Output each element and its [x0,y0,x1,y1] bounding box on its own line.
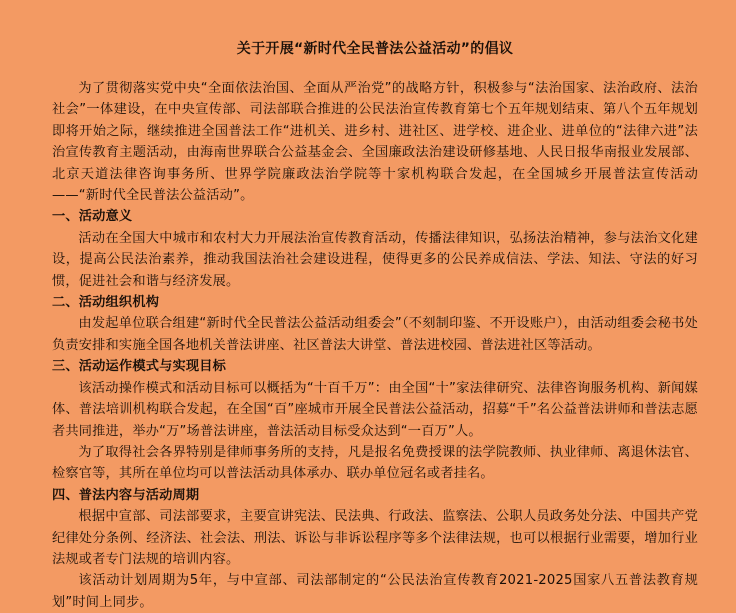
section-heading: 三、活动运作模式与实现目标 [52,359,227,375]
section-operation-model [52,356,698,484]
section-heading: 一、活动意义 [52,209,133,225]
intro-paragraph: 为了贯彻落实党中央“全面依法治国、全面从严治党”的战略方针，积极参与“法治国家、法治政府、法治社会”一体建设，在中央宣传部、司法部联合推进的公民法治宣传教育第七个五年规划结束、第八个五年规划即将开始之际，继续推进全国普法工作“进机关、进乡村、进社区、进学校、进企业、进单位的“法律六进”法治宣传教育主题活动，由海南世界联合公益基金会、全国廉政法治建设研修基地、人民日报华南报业发展部、北京天道法律咨询事务所、世界学院廉政法治学院等十家机构联合发起，在全国城乡开展普法宣传活动——“新时代全民普法公益活动”。 [52,81,698,204]
section-significance [52,206,698,292]
section-organization [52,292,698,356]
document-title: 关于开展“新时代全民普法公益活动”的倡议 [236,41,514,57]
section-content-period [52,485,698,613]
section-paragraph: 根据中宣部、司法部要求，主要宣讲宪法、民法典、行政法、监察法、公职人员政务处分法、中国共产党纪律处分条例、经济法、社会法、刑法、诉讼与非诉讼程序等多个法律法规，也可以根据行业需要，增加行业法规或者专门法规的培训内容。 [52,509,698,567]
section-paragraph: 由发起单位联合组建“新时代全民普法公益活动组委会”（不刻制印鉴、不开设账户），由活动组委会秘书处负责安排和实施全国各地机关普法讲座、社区普法大讲堂、普法进校园、普法进社区等活动。 [52,316,698,353]
section-paragraph: 活动在全国大中城市和农村大力开展法治宣传教育活动，传播法律知识，弘扬法治精神，参与法治文化建设，提高公民法治素养，推动我国法治社会建设进程，使得更多的公民养成信法、学法、知法、守法的好习惯，促进社会和谐与经济发展。 [52,230,698,289]
section-heading: 四、普法内容与活动周期 [52,487,200,503]
section-paragraph: 该活动计划周期为5年，与中宣部、司法部制定的“公民法治宣传教育2021-2025国家八五普法教育规划”时间上同步。 [52,573,698,610]
section-paragraph: 为了取得社会各界特别是律师事务所的支持，凡是报名免费授课的法学院教师、执业律师、离退休法官、检察官等，其所在单位均可以普法活动具体承办、联办单位冠名或者挂名。 [52,444,698,482]
section-heading: 二、活动组织机构 [52,295,160,311]
section-paragraph: 该活动操作模式和活动目标可以概括为“十百千万”：由全国“十”家法律研究、法律咨询服务机构、新闻媒体、普法培训机构联合发起，在全国“百”座城市开展全民普法公益活动，招募“千”名公益普法讲师和普法志愿者共同推进，举办“万”场普法讲座，普法活动目标受众达到“一百万”人。 [52,380,698,439]
